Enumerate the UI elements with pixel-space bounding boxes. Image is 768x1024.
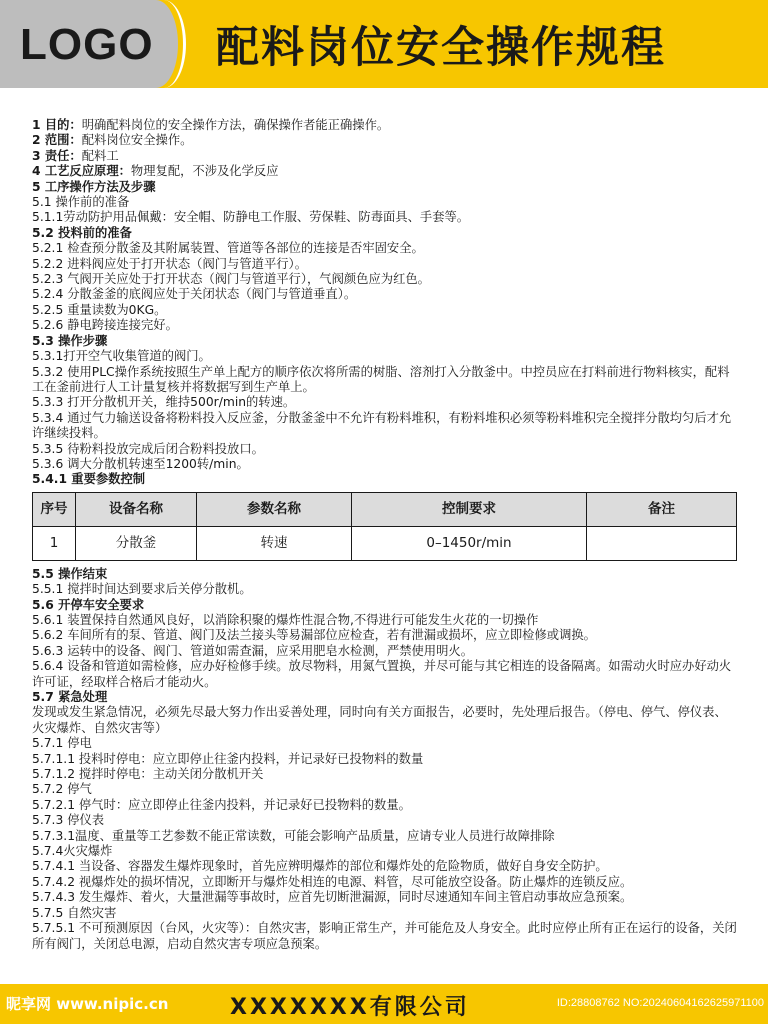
procedure-line: 5.7.3.1温度、重量等工艺参数不能正常读数，可能会影响产品质量，应请专业人员进行故障排除 [32, 828, 555, 843]
line-text: 配料工 [81, 148, 119, 163]
procedure-line: 5.3.5 待粉料投放完成后闭合粉料投放口。 [32, 441, 264, 456]
procedure-line: 5.7.1.1 投料时停电：应立即停止往釜内投料，并记录好已投物料的数量 [32, 751, 424, 766]
procedure-line: 5.7.4火灾爆炸 [32, 844, 113, 859]
procedure-line: 5.1.1劳动防护用品佩戴：安全帽、防静电工作服、劳保鞋、防毒面具、手套等。 [32, 210, 470, 225]
table-row [33, 526, 737, 560]
procedure-line: 5.1 操作前的准备 [32, 195, 130, 210]
procedure-line: 5.7.5 自然灾害 [32, 905, 117, 920]
procedure-line: 5.5 操作结束 [32, 566, 108, 581]
col-header-requirement: 控制要求 [352, 492, 587, 526]
line-heading: 2 范围： [32, 133, 82, 148]
cell-parameter: 转速 [197, 526, 352, 560]
procedure-line: 发现或发生紧急情况，必须先尽最大努力作出妥善处理，同时向有关方面报告，必要时，先处理后报告。（停电、停气、停仪表、火灾爆炸、自然灾害等） [32, 705, 727, 735]
procedure-line: 5.6.4 设备和管道如需检修，应办好检修手续。放尽物料，用氮气置换，并尽可能与其它相连的设备隔离。如需动火时应办好动火许可证，经取样合格后才能动火。 [32, 659, 732, 689]
procedure-line: 5.3.3 打开分散机开关，维持500r/min的转速。 [32, 395, 296, 410]
procedure-line: 5.7.4.2 视爆炸处的损坏情况，立即断开与爆炸处相连的电源、料管，尽可能放空设备。防止爆炸的连锁反应。 [32, 874, 633, 889]
procedure-line [32, 133, 738, 148]
logo-badge [0, 0, 178, 88]
line-heading: 4 工艺反应原理： [32, 164, 131, 179]
cell-index: 1 [33, 526, 76, 560]
procedure-line: 5.7.5.1 不可预测原因（台风，火灾等）：自然灾害，影响正常生产，并可能危及人身安全。此时应停止所有正在运行的设备，关闭所有阀门，关闭总电源，启动自然灾害专项应急预案。 [32, 921, 737, 951]
procedure-line: 5.2.5 重量读数为0KG。 [32, 302, 167, 317]
procedure-line: 5.2.3 气阀开关应处于打开状态（阀门与管道平行），气阀颜色应为红色。 [32, 272, 430, 287]
procedure-line: 5.3.6 调大分散机转速至1200转/min。 [32, 456, 249, 471]
image-id-text: ID:28808762 NO:20240604162625971100 [556, 997, 764, 1009]
procedure-line: 5.7.4.1 当设备、容器发生爆炸现象时，首先应辨明爆炸的部位和爆炸处的危险物质，做好自身安全防护。 [32, 859, 608, 874]
procedure-line: 5.7.2.1 停气时：应立即停止往釜内投料，并记录好已投物料的数量。 [32, 797, 411, 812]
procedure-line: 5.6 开停车安全要求 [32, 597, 145, 612]
watermark-site: 昵享网 www.nipic.cn [6, 995, 169, 1013]
procedure-section-steps [32, 118, 738, 488]
line-text: 明确配料岗位的安全操作方法，确保操作者能正确操作。 [81, 118, 390, 132]
procedure-line: 5.7.1.2 搅拌时停电：主动关闭分散机开关 [32, 767, 264, 782]
procedure-line: 5.6.1 装置保持自然通风良好，以消除积聚的爆炸性混合物,不得进行可能发生火花的一切操作 [32, 612, 539, 627]
procedure-section-safety [32, 567, 738, 952]
line-heading: 1 目的： [32, 118, 82, 132]
procedure-line [32, 164, 738, 179]
procedure-line: 5.3 操作步骤 [32, 333, 108, 348]
procedure-line [32, 149, 738, 164]
procedure-line: 5.7.4.3 发生爆炸、着火，大量泄漏等事故时，应首先切断泄漏源，同时尽速通知车间主管启动事故应急预案。 [32, 890, 633, 905]
col-header-equipment: 设备名称 [76, 492, 197, 526]
procedure-line: 5.7.3 停仪表 [32, 813, 105, 828]
procedure-line: 5.2.2 进料阀应处于打开状态（阀门与管道平行）。 [32, 256, 307, 271]
procedure-line: 5.2.4 分散釜釜的底阀应处于关闭状态（阀门与管道垂直）。 [32, 287, 357, 302]
procedure-line: 5.4.1 重要参数控制 [32, 472, 146, 487]
cell-remark [587, 526, 737, 560]
col-header-index: 序号 [33, 492, 76, 526]
line-text: 物理复配，不涉及化学反应 [130, 164, 279, 179]
header-banner [0, 0, 768, 88]
procedure-line: 5 工序操作方法及步骤 [32, 179, 156, 194]
procedure-line: 5.7.2 停气 [32, 782, 92, 797]
procedure-body [32, 118, 738, 952]
procedure-line: 5.2 投料前的准备 [32, 225, 132, 240]
cell-requirement: 0–1450r/min [352, 526, 587, 560]
company-name: XXXXXXX有限公司 [230, 995, 470, 1020]
procedure-line: 5.5.1 搅拌时间达到要求后关停分散机。 [32, 582, 252, 597]
footer-banner [0, 984, 768, 1024]
logo-text: LOGO [20, 20, 154, 69]
procedure-line: 5.3.2 使用PLC操作系统按照生产单上配方的顺序依次将所需的树脂、溶剂打入分散釜中。中控员应在打料前进行物料核实，配料工在釜前进行人工计量复核并将数据写到生产单上。 [32, 364, 730, 394]
procedure-line: 5.7.1 停电 [32, 736, 92, 751]
col-header-remark: 备注 [587, 492, 737, 526]
parameter-table [32, 492, 737, 561]
line-heading: 3 责任： [32, 148, 82, 163]
col-header-parameter: 参数名称 [197, 492, 352, 526]
page-title: 配料岗位安全操作规程 [216, 23, 666, 73]
procedure-line: 5.3.4 通过气力输送设备将粉料投入反应釜，分散釜釜中不允许有粉料堆积，有粉料堆积必须等粉料堆积完全搅拌分散均匀后才允许继续投料。 [32, 410, 732, 441]
procedure-line [32, 118, 738, 133]
procedure-line: 5.2.1 检查预分散釜及其附属装置、管道等各部位的连接是否牢固安全。 [32, 241, 424, 256]
procedure-line: 5.3.1打开空气收集管道的阀门。 [32, 349, 211, 364]
procedure-line: 5.6.3 运转中的设备、阀门、管道如需查漏，应采用肥皂水检测，严禁使用明火。 [32, 643, 473, 658]
procedure-line: 5.2.6 静电跨接连接完好。 [32, 318, 178, 333]
cell-equipment: 分散釜 [76, 526, 197, 560]
procedure-line: 5.7 紧急处理 [32, 690, 108, 704]
parameter-table-header [33, 492, 737, 526]
line-text: 配料岗位安全操作。 [81, 133, 193, 148]
procedure-line: 5.6.2 车间所有的泵、管道、阀门及法兰接头等易漏部位应检查，若有泄漏或损坏，应立即检修或调换。 [32, 628, 596, 643]
